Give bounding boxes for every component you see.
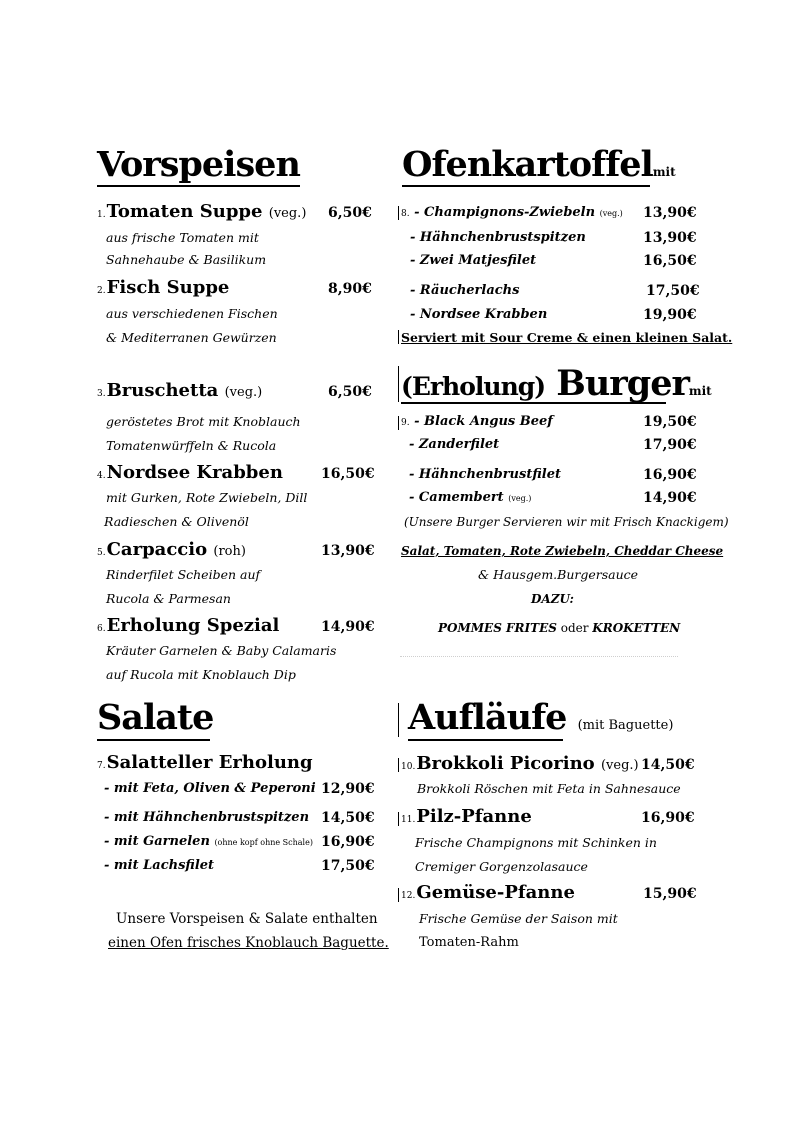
item-number: 11. [401, 815, 416, 825]
salate-note: einen Ofen frisches Knoblauch Baguette. [108, 935, 389, 951]
item-price: 14,50€ [641, 757, 695, 773]
salat-option: - mit Lachsfilet [104, 858, 215, 873]
item-name: Carpaccio [106, 539, 208, 560]
menu-item-gemuese-pfanne [401, 882, 575, 907]
menu-item-erholung-spezial [97, 615, 279, 640]
item-price: 6,50€ [328, 205, 372, 221]
item-price: 16,50€ [321, 466, 375, 482]
divider-bar [398, 416, 399, 430]
option-price: 14,90€ [643, 490, 697, 506]
item-number: 5. [97, 548, 106, 558]
ofenkartoffel-option: - Räucherlachs [410, 283, 520, 298]
menu-item-brokkoli-picorino [401, 753, 639, 778]
item-description: Frische Champignons mit Schinken in [415, 835, 657, 850]
option-price: 17,90€ [643, 437, 697, 453]
burger-option [409, 489, 531, 508]
item-description: Tomaten-Rahm [419, 935, 519, 950]
heading-suffix: mit [688, 384, 712, 398]
burger-note: (Unsere Burger Servieren wir mit Frisch Knackigem) [404, 515, 729, 529]
item-tag: (veg.) [268, 206, 307, 221]
item-name: Brokkoli Picorino [416, 753, 595, 774]
ofenkartoffel-option: - Nordsee Krabben [410, 307, 548, 322]
item-description: aus frische Tomaten mit [106, 230, 259, 245]
burger-title-prefix: (Erholung) [401, 372, 546, 401]
item-description: Radieschen & Olivenöl [104, 514, 249, 529]
item-description: Tomatenwürffeln & Rucola [106, 438, 277, 453]
divider-bar [398, 758, 399, 772]
item-number: 7. [97, 761, 106, 771]
auflaeufe-heading-underline [408, 739, 563, 741]
vorspeisen-heading-underline [97, 185, 300, 187]
item-description: aus verschiedenen Fischen [106, 306, 278, 321]
item-description: auf Rucola mit Knoblauch Dip [106, 667, 296, 682]
burger-title: Burger [556, 363, 689, 404]
item-description: Kräuter Garnelen & Baby Calamaris [106, 643, 337, 658]
option-price: 13,90€ [643, 230, 697, 246]
salat-option: - mit Hähnchenbrustspitzen [104, 810, 310, 825]
item-name: Nordsee Krabben [106, 462, 283, 483]
option-price: 16,90€ [643, 467, 697, 483]
item-tag: (roh) [213, 544, 246, 559]
side-pommes: POMMES FRITES [438, 621, 557, 635]
burger-heading [401, 362, 712, 413]
option-label: - mit Garnelen [104, 834, 210, 849]
item-name: Bruschetta [106, 380, 219, 401]
option-label: - Champignons-Zwiebeln [414, 205, 596, 220]
salat-option: - mit Feta, Oliven & Peperoni [104, 781, 316, 796]
option-price: 17,50€ [646, 283, 700, 299]
item-description: Sahnehaube & Basilikum [106, 252, 267, 267]
item-number: 10. [401, 762, 416, 772]
item-number: 12. [401, 891, 416, 901]
menu-item-salatteller-erholung [97, 752, 313, 777]
option-price: 19,50€ [643, 414, 697, 430]
option-price: 16,90€ [321, 834, 375, 850]
item-price: 14,90€ [321, 619, 375, 635]
divider-bar [398, 703, 399, 737]
salate-heading-underline [97, 739, 210, 741]
side-kroketten: KROKETTEN [592, 621, 681, 635]
option-label: - Black Angus Beef [414, 414, 553, 429]
burger-sides [438, 619, 680, 637]
vorspeisen-heading: Vorspeisen [97, 144, 300, 185]
option-note: (veg.) [508, 494, 532, 503]
ofenkartoffel-heading-underline [402, 185, 650, 187]
menu-item-bruschetta [97, 380, 262, 405]
option-price: 16,50€ [643, 253, 697, 269]
side-or: oder [560, 621, 589, 635]
item-description: & Mediterranen Gewürzen [106, 330, 277, 345]
heading-suffix: (mit Baguette) [577, 718, 674, 733]
item-price: 8,90€ [328, 281, 372, 297]
item-description: Rinderfilet Scheiben auf [106, 567, 261, 582]
item-number: 8. [401, 209, 410, 219]
menu-item-tomaten-suppe [97, 201, 306, 226]
item-name: Fisch Suppe [106, 277, 230, 298]
option-price: 14,50€ [321, 810, 375, 826]
divider-bar [398, 888, 399, 902]
menu-item-fisch-suppe [97, 277, 229, 302]
option-label: - Camembert [409, 490, 504, 505]
divider-bar [398, 366, 399, 402]
burger-dazu: DAZU: [531, 592, 574, 606]
salat-option [104, 833, 313, 852]
item-number: 1. [97, 210, 106, 220]
item-description: Frische Gemüse der Saison mit [419, 911, 618, 926]
item-name: Erholung Spezial [106, 615, 280, 636]
salate-note: Unsere Vorspeisen & Salate enthalten [116, 911, 378, 927]
option-price: 13,90€ [643, 205, 697, 221]
menu-item-nordsee-krabben [97, 462, 283, 487]
auflaeufe-title: Aufläufe [408, 697, 567, 738]
ofenkartoffel-title: Ofenkartoffel [402, 144, 653, 185]
item-tag: (veg.) [600, 758, 639, 773]
burger-heading-underline [401, 402, 666, 404]
burger-option: - Zanderfilet [409, 437, 500, 452]
item-price: 6,50€ [328, 384, 372, 400]
ofenkartoffel-option: - Hähnchenbrustspitzen [410, 230, 586, 245]
item-price: 13,90€ [321, 543, 375, 559]
divider-bar [398, 330, 399, 344]
salate-heading: Salate [97, 697, 214, 738]
item-number: 9. [401, 418, 410, 428]
ofenkartoffel-option: - Zwei Matjesfilet [410, 253, 537, 268]
burger-option: - Hähnchenbrustfilet [409, 467, 562, 482]
option-price: 17,50€ [321, 858, 375, 874]
item-price: 15,90€ [643, 886, 697, 902]
item-description: Rucola & Parmesan [106, 591, 231, 606]
burger-note: Salat, Tomaten, Rote Zwiebeln, Cheddar Cheese [401, 544, 724, 558]
item-number: 2. [97, 286, 106, 296]
item-tag: (veg.) [224, 385, 263, 400]
item-number: 3. [97, 389, 106, 399]
option-note: (veg.) [599, 209, 623, 218]
menu-item-carpaccio [97, 539, 246, 564]
burger-note: & Hausgem.Burgersauce [478, 567, 639, 582]
item-description: geröstetes Brot mit Knoblauch [106, 414, 301, 429]
item-name: Gemüse-Pfanne [416, 882, 575, 903]
item-name: Pilz-Pfanne [416, 806, 532, 827]
faint-divider [400, 656, 678, 657]
item-name: Salatteller Erholung [106, 752, 313, 773]
option-note: (ohne kopf ohne Schale) [214, 838, 313, 847]
ofenkartoffel-note: Serviert mit Sour Creme & einen kleinen Salat. [401, 330, 733, 345]
item-number: 4. [97, 471, 106, 481]
ofenkartoffel-option [401, 204, 623, 223]
item-price: 16,90€ [641, 810, 695, 826]
divider-bar [398, 812, 399, 826]
burger-option [401, 413, 553, 432]
item-name: Tomaten Suppe [106, 201, 263, 222]
item-number: 6. [97, 624, 106, 634]
item-description: mit Gurken, Rote Zwiebeln, Dill [106, 490, 308, 505]
heading-suffix: mit [652, 165, 676, 179]
option-price: 12,90€ [321, 781, 375, 797]
divider-bar [398, 206, 399, 220]
menu-item-pilz-pfanne [401, 806, 532, 831]
option-price: 19,90€ [643, 307, 697, 323]
item-description: Brokkoli Röschen mit Feta in Sahnesauce [417, 781, 681, 796]
item-description: Cremiger Gorgenzolasauce [415, 859, 588, 874]
